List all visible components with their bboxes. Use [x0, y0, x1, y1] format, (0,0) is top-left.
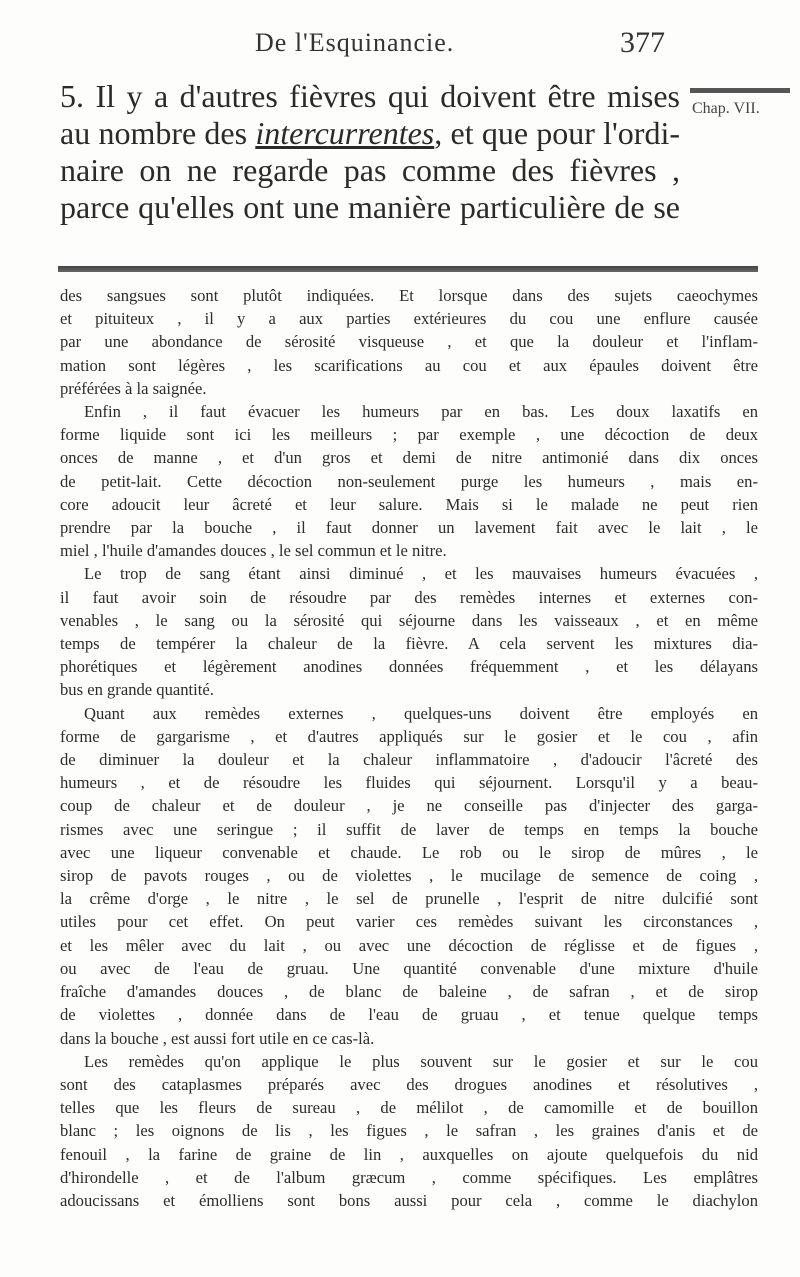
text-line: coup de chaleur et de douleur , je ne conseille pas d'injecter des garga-: [60, 796, 758, 816]
text-line: de violettes , donnée dans de l'eau de gruau , et tenue quelque temps: [60, 1005, 758, 1025]
main-line: 5. Il y a d'autres fièvres qui doivent être mises: [60, 78, 680, 114]
text-line: fenouil , la farine de graine de lin , auxquelles on ajoute quelquefois du nid: [60, 1144, 758, 1164]
text-line: mation sont légères , les scarifications au cou et aux épaules doivent être: [60, 355, 758, 375]
text-line: de petit-lait. Cette décoction non-seulement purge les humeurs , mais en-: [60, 471, 758, 491]
text-line: utiles pour cet effet. On peut varier ces remèdes suivant les circonstances ,: [60, 912, 758, 932]
chapter-label: Chap. VII.: [692, 100, 760, 117]
text-line: et pituiteux , il y a aux parties extérieures du cou une enflure causée: [60, 309, 758, 329]
text-line: venables , le sang ou la sérosité qui séjourne dans les vaisseaux , et en même: [60, 610, 758, 630]
footnote-block: [60, 284, 758, 1212]
text-line: ou avec de l'eau de gruau. Une quantité convenable d'une mixture d'huile: [60, 958, 758, 978]
text-line: bus en grande quantité.: [60, 680, 214, 700]
text-line: rismes avec une seringue ; il suffit de laver de temps en temps la bouche: [60, 819, 758, 839]
main-line: naire on ne regarde pas comme des fièvres ,: [60, 152, 680, 188]
text-line: adoucissans et émolliens sont bons aussi pour cela , comme le diachylon: [60, 1190, 758, 1210]
text-line: prendre par la bouche , il faut donner un lavement fait avec le lait , le: [60, 518, 758, 538]
text-line: il faut avoir soin de résoudre par des remèdes internes et externes con-: [60, 587, 758, 607]
main-line: [60, 115, 680, 152]
text-line: la crême d'orge , le nitre , le sel de prunelle , l'esprit de nitre dulcifié sont: [60, 889, 758, 909]
text-line: forme liquide sont ici les meilleurs ; par exemple , une décoction de deux: [60, 425, 758, 445]
text-line: Le trop de sang étant ainsi diminué , et les mauvaises humeurs évacuées ,: [84, 564, 758, 584]
text-line: d'hirondelle , et de l'album græcum , comme spécifiques. Les emplâtres: [60, 1167, 758, 1187]
text-line: sont des cataplasmes préparés avec des drogues anodines et résolutives ,: [60, 1074, 758, 1094]
text-line: et les mêler avec du lait , ou avec une décoction de réglisse et de figues ,: [60, 935, 758, 955]
page-number: 377: [620, 26, 665, 59]
text-line: Enfin , il faut évacuer les humeurs par en bas. Les doux laxatifs en: [84, 402, 758, 422]
running-title: De l'Esquinancie.: [255, 28, 455, 57]
text-line: humeurs , et de résoudre les fluides qui séjournent. Lorsqu'il y a beau-: [60, 773, 758, 793]
text-line: blanc ; les oignons de lis , les figues , le safran , les graines d'anis et de: [60, 1121, 758, 1141]
main-paragraph: [60, 78, 680, 226]
text-line: phorétiques et légèrement anodines données fréquemment , et les délayans: [60, 657, 758, 677]
chapter-rule: [690, 88, 790, 93]
text-line: telles que les fleurs de sureau , de mélilot , de camomille et de bouillon: [60, 1098, 758, 1118]
text-line: de diminuer la douleur et la chaleur inflammatoire , d'adoucir l'âcreté des: [60, 750, 758, 770]
text-line: onces de manne , et d'un gros et demi de nitre antimonié dans dix onces: [60, 448, 758, 468]
text-line: miel , l'huile d'amandes douces , le sel commun et le nitre.: [60, 541, 447, 561]
text-line: temps de tempérer la chaleur de la fièvre. A cela servent les mixtures dia-: [60, 634, 758, 654]
main-line-part: au nombre des: [60, 115, 256, 151]
text-line: core adoucit leur âcreté et leur salure. Mais si le malade ne peut rien: [60, 494, 758, 514]
text-line: avec une liqueur convenable et chaude. Le rob ou le sirop de mûres , le: [60, 842, 758, 862]
italic-term: intercurrentes: [255, 115, 435, 151]
text-line: préférées à la saignée.: [60, 378, 207, 398]
section-divider: [58, 266, 758, 272]
text-line: des sangsues sont plutôt indiquées. Et lorsque dans des sujets caeochymes: [60, 286, 758, 305]
text-line: forme de gargarisme , et d'autres appliqués sur le gosier et le cou , afin: [60, 726, 758, 746]
text-line: Quant aux remèdes externes , quelques-uns doivent être employés en: [84, 703, 758, 723]
main-line: parce qu'elles ont une manière particulière de se: [60, 189, 680, 225]
text-line: dans la bouche , est aussi fort utile en ce cas-là.: [60, 1028, 375, 1048]
main-line-part: , et que pour l'ordi-: [434, 115, 681, 151]
text-line: sirop de pavots rouges , ou de violettes , le mucilage de semence de coing ,: [60, 866, 758, 886]
text-line: par une abondance de sérosité visqueuse , et que la douleur et l'inflam-: [60, 332, 758, 352]
text-line: fraîche d'amandes douces , de blanc de baleine , de safran , et de sirop: [60, 982, 758, 1002]
text-line: Les remèdes qu'on applique le plus souvent sur le gosier et sur le cou: [84, 1051, 758, 1071]
